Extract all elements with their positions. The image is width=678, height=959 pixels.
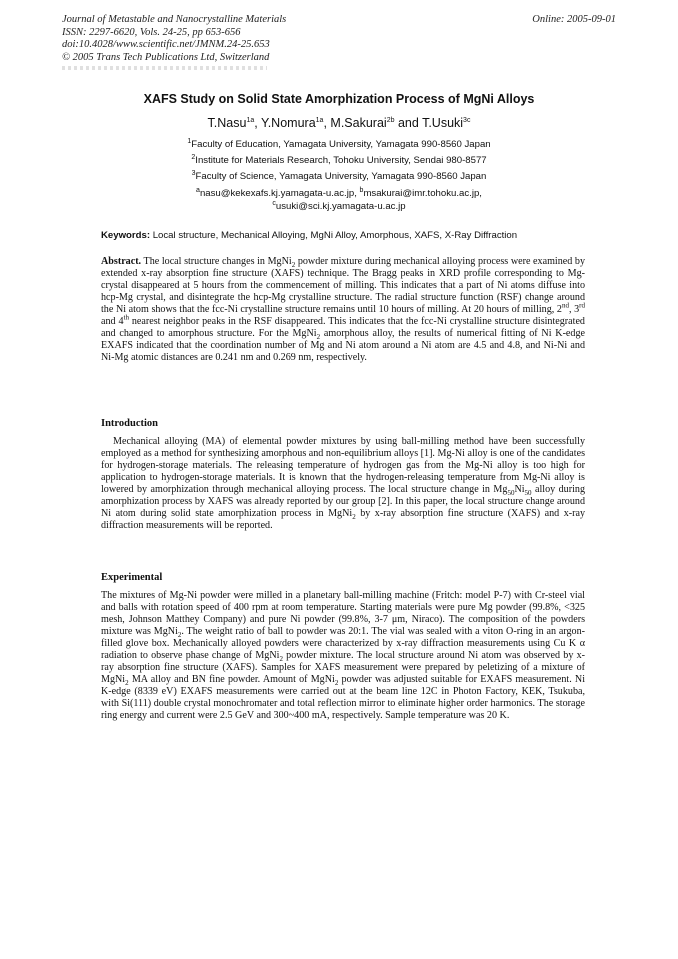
author-affil-sup: 1a	[246, 116, 255, 124]
author-list: T.Nasu$^{1a}$, Y.Nomura$^{1a}$, M.Sakurai$^{2b}$ and T.Usuki$^{3c}$	[207, 116, 471, 130]
journal-copyright: © 2005 Trans Tech Publications Ltd, Switzerland	[62, 51, 270, 63]
email-b: msakurai@imr.tohoku.ac.jp,	[363, 188, 482, 199]
introduction-heading: Introduction	[101, 418, 158, 429]
author-emails: $^a$nasu@kekexafs.kj.yamagata-u.ac.jp, $^b$msakurai@imr.tohoku.ac.jp,	[196, 186, 482, 199]
experimental-heading: Experimental	[101, 572, 163, 583]
author-name: M.Sakurai	[330, 116, 387, 130]
journal-issn: ISSN: 2297-6620, Vols. 24-25, pp 653-656	[62, 26, 241, 38]
author-name: T.Usuki	[422, 116, 464, 130]
author-affil-sup: 3c	[463, 116, 471, 124]
introduction-body: Mechanical alloying (MA) of elemental powder mixtures by using ball-milling method have been successfully employed as a method for synthesizing amorphous and non-equilibrium alloys [1]. Mg-Ni alloy is one of the candidates for hydrogen-storage materials. The releasing temperature of hydrogen gas from the Mg-Ni alloy is too high for application to hydrogen-storage materials. It is known that the hydrogen-releasing temperature from Mg-Ni alloy is lowered by amorphization through mechanical alloying process. The local structure change in $Mg_{50}Ni_{50}$ alloy during amorphization process by XAFS was already reported by our group [2]. In this paper, the local structure change around Ni atom during solid state amorphization process in MgNi$_2$ by x-ray absorption fine structure (XAFS) and x-ray diffraction measurements will be reported.	[101, 436, 585, 532]
paper-title: XAFS Study on Solid State Amorphization Process of MgNi Alloys	[143, 92, 535, 106]
author-name: T.Nasu	[207, 116, 247, 130]
affiliation-2: $^2$Institute for Materials Research, Tohoku University, Sendai 980-8577	[191, 153, 487, 166]
keywords	[101, 230, 581, 241]
author-name: Y.Nomura	[260, 116, 316, 130]
author-email-c: $^c$usuki@sci.kj.yamagata-u.ac.jp	[272, 199, 406, 212]
journal-header	[62, 14, 482, 64]
affiliation-3: $^3$Faculty of Science, Yamagata University, Yamagata 990-8560 Japan	[191, 169, 487, 182]
online-date: Online: 2005-09-01	[532, 14, 616, 25]
journal-doi: doi:10.4028/www.scientific.net/JMNM.24-25.653	[62, 39, 270, 51]
abstract-label: Abstract.	[101, 256, 142, 267]
keywords-label: Keywords:	[101, 230, 151, 241]
author-affil-sup: 1a	[315, 116, 324, 124]
experimental-body: The mixtures of Mg-Ni powder were milled in a planetary ball-milling machine (Fritch: model P-7) with Cr-steel vial and balls with rotation speed of 400 rpm at room temperature. Starting materials were pure Mg powder (99.8%, <325 mesh, Johnson Matthey Company) and pure Ni powder (99.8%, 3-7 μm, Niraco). The composition of the powders mixture was MgNi$_2$. The weight ratio of ball to powder was 20:1. The vial was sealed with a viton O-ring in an argon-filled glove box. Mechanically alloyed powders were characterized by x-ray diffraction measurements using Cu K α radiation to observe phase change of MgNi$_2$ powder mixture. The local structure around Ni atom was observed by x-ray absorption fine structure (XAFS). Samples for XAFS measurement were prepared by peletizing of a mixture of MgNi$_2$ MA alloy and BN fine powder. Amount of MgNi$_2$ powder was adjusted suitable for EXAFS measurement. Ni K-edge (8339 eV) EXAFS measurements were carried out at the beam line 12C in Photon Factory, KEK, Tsukuba, with Si(111) double crystal monochromater and total reflection mirror to eliminate higher order harmonics. The storage ring energy and current were 2.5 GeV and 300~400 mA, respectively. Sample temperature was 20 K.	[101, 590, 586, 722]
journal-name: Journal of Metastable and Nanocrystalline Materials	[62, 14, 287, 25]
abstract: Abstract. The local structure changes in MgNi$_2$ powder mixture during mechanical alloying process were examined by extended x-ray absorption fine structure (XAFS) technique. The Bragg peaks in XRD profile corresponding to Mg-crystal disappeared at 5 hours from the commencement of milling. This indicates that a part of Ni atoms diffuse into hcp-Mg crystal, and disintegrate the hcp-Mg crystalline structure. The radial structure function (RSF) change around the Ni atom shows that the fcc-Ni crystalline structure remains until 10 hours of milling. At 20 hours of milling, 2nd, 3rd and 4th nearest neighbor peaks in the RSF disappeared. This indicates that the fcc-Ni crystalline structure disintegrated and changed to amorphous structure. For the MgNi$_2$ amorphous alloy, the results of numerical fitting of Ni K-edge EXAFS indicated that the coordination number of Mg and Ni atom around a Ni atom are 4.5 and 4.8, and Ni-Ni and Ni-Mg atomic distances are 0.241 nm and 0.269 nm, respectively.	[101, 256, 585, 364]
email-c: usuki@sci.kj.yamagata-u.ac.jp	[275, 201, 406, 212]
email-a: nasu@kekexafs.kj.yamagata-u.ac.jp,	[199, 188, 357, 199]
header-watermark-strip	[62, 66, 267, 70]
affiliation-1: $^1$Faculty of Education, Yamagata University, Yamagata 990-8560 Japan	[187, 137, 491, 150]
keywords-text: Local structure, Mechanical Alloying, MgNi Alloy, Amorphous, XAFS, X-Ray Diffraction	[152, 230, 518, 241]
author-affil-sup: 2b	[386, 116, 395, 124]
